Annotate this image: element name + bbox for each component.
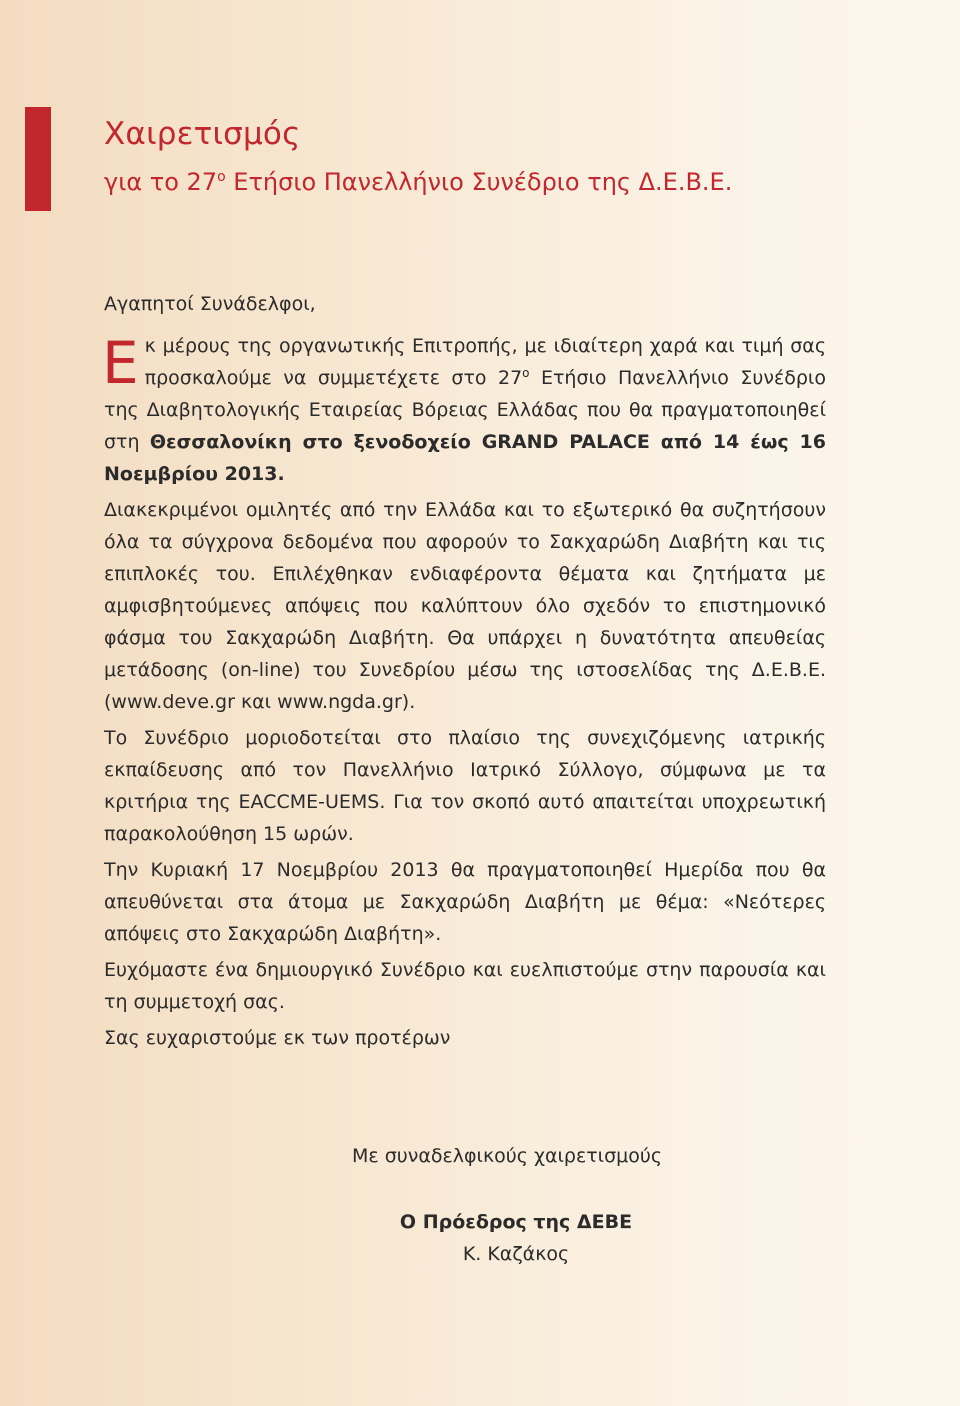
closing-line: Με συναδελφικούς χαιρετισμούς xyxy=(352,1145,663,1167)
page-subtitle xyxy=(104,162,732,202)
signatory-name: Κ. Καζάκος xyxy=(462,1243,570,1265)
invitation-text: κ μέρους της οργανωτικής Επιτροπής, με ιδιαίτερη χαρά και τιμή σας προσκαλούμε να συμμετέχετε στο 27 xyxy=(144,335,826,389)
subtitle-ordinal: ο xyxy=(217,169,226,185)
signatory-title: Ο Πρόεδρος της ΔΕΒΕ xyxy=(399,1211,633,1233)
letter-body xyxy=(104,288,826,1058)
invitation-text-cont: Ετήσιο Πανελλήνιο Συνέδριο της Διαβητολογικής Εταιρείας Βόρειας Ελλάδας που θα πραγματοποιηθεί στη xyxy=(104,367,826,453)
paragraph-speakers: Διακεκριμένοι ομιλητές από την Ελλάδα και το εξωτερικό θα συζητήσουν όλα τα σύγχρονα δεδομένα που αφορούν το Σακχαρώδη Διαβήτη και τις επιπλοκές του. Επιλέχθηκαν ενδιαφέροντα θέματα και ζητήματα με αμφισβητούμενες απόψεις που καλύπτουν όλο σχεδόν το επιστημονικό φάσμα του Σακχαρώδη Διαβήτη. Θα υπάρχει η δυνατότητα απευθείας μετάδοσης (on-line) του Συνεδρίου μέσω της ιστοσελίδας της Δ.Ε.Β.Ε. (www.deve.gr και www.ngda.gr). xyxy=(104,499,826,713)
signature-block xyxy=(104,1140,826,1270)
paragraph-thanks: Σας ευχαριστούμε εκ των προτέρων xyxy=(104,1027,451,1049)
paragraph-wishes: Ευχόμαστε ένα δημιουργικό Συνέδριο και ευελπιστούμε στην παρουσία και τη συμμετοχή σας. xyxy=(104,959,826,1013)
subtitle-text: για το 27 xyxy=(104,168,218,196)
subtitle-text-end: Ετήσιο Πανελλήνιο Συνέδριο της Δ.Ε.Β.Ε. xyxy=(225,168,733,196)
greeting: Αγαπητοί Συνάδελφοι, xyxy=(104,293,316,315)
venue-dates: Θεσσαλονίκη στο ξενοδοχείο GRAND PALACE από 14 έως 16 Νοεμβρίου 2013. xyxy=(104,431,826,485)
paragraph-workshop: Την Κυριακή 17 Νοεμβρίου 2013 θα πραγματοποιηθεί Ημερίδα που θα απευθύνεται στα άτομα με Σακχαρώδη Διαβήτη με θέμα: «Νεότερες απόψεις στο Σακχαρώδη Διαβήτη». xyxy=(104,859,826,945)
drop-cap: Ε xyxy=(102,329,139,397)
page-title: Χαιρετισμός xyxy=(104,116,301,152)
ordinal-superscript: ο xyxy=(522,366,530,380)
accent-bar xyxy=(25,107,51,211)
paragraph-accreditation: Το Συνέδριο μοριοδοτείται στο πλαίσιο της συνεχιζόμενης ιατρικής εκπαίδευσης από τον Πανελλήνιο Ιατρικό Σύλλογο, σύμφωνα με τα κριτήρια της EACCME-UEMS. Για τον σκοπό αυτό απαιτείται υποχρεωτική παρακολούθηση 15 ωρών. xyxy=(104,727,826,845)
paragraph-invitation xyxy=(104,330,826,490)
